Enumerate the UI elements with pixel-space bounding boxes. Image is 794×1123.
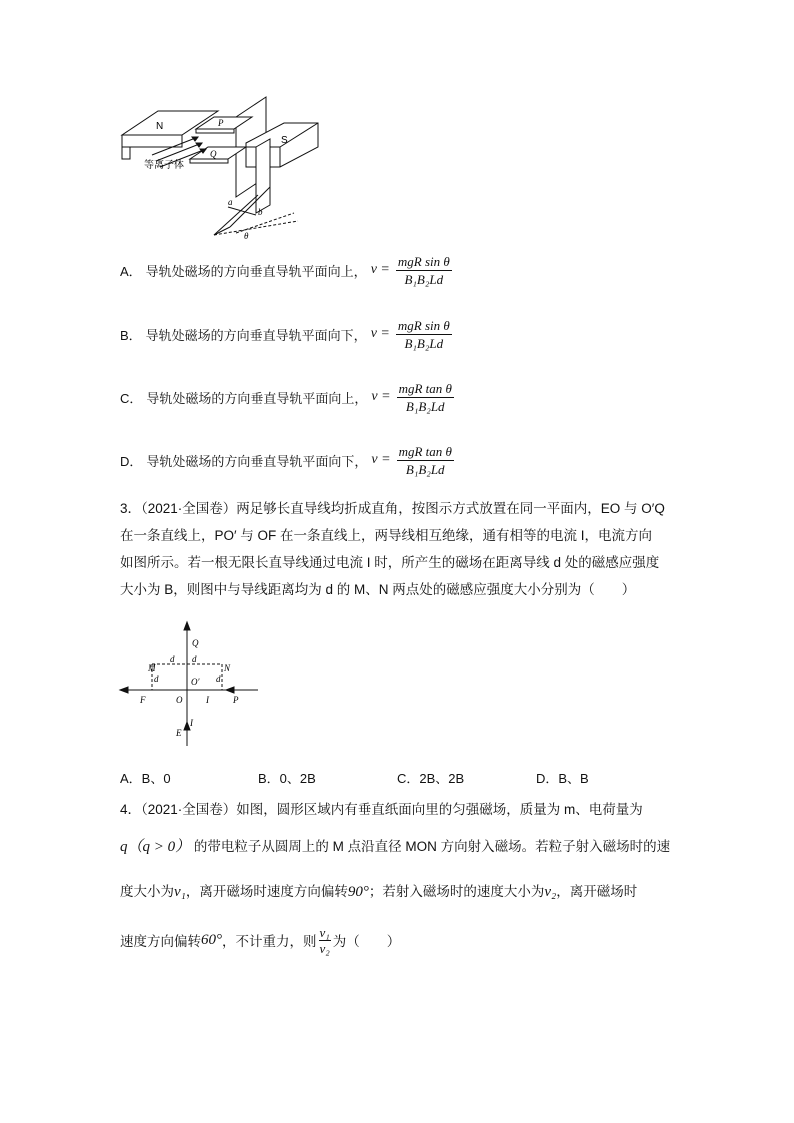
- label-current-i: I: [206, 695, 209, 705]
- option-fraction: $\frac{\text{mgR sin θ}}{\text{B₁B₂Ld}}$: [397, 253, 450, 287]
- wire-diagram: [118, 618, 268, 758]
- question-3-line: 3．（2021·全国卷）两足够长直导线均折成直角，按图示方式放置在同一平面内，EO 与 O′Q: [120, 501, 665, 516]
- label-m: M: [148, 663, 156, 673]
- option-text: 导轨处磁场的方向垂直导轨平面向下，: [145, 327, 367, 343]
- choice-b[interactable]: B．0、2B: [258, 771, 316, 786]
- option-fraction: $\frac{\text{mgR sin θ}}{\text{B₁B₂Ld}}$: [397, 317, 450, 351]
- label-a: a: [228, 197, 233, 207]
- option-b[interactable]: [120, 314, 452, 354]
- question-3-line: 如图所示。若一根无限长直导线通过电流 I 时，所产生的磁场在距离导线 d 处的磁感应强度: [120, 555, 660, 570]
- option-d[interactable]: [120, 440, 454, 480]
- label-p: P: [218, 118, 224, 128]
- option-velocity: v =: [371, 389, 391, 404]
- choice-d[interactable]: D．B、B: [536, 771, 589, 786]
- label-n: N: [224, 663, 231, 673]
- plasma-generator-figure: [118, 95, 328, 245]
- choice-a[interactable]: A．B、0: [120, 771, 171, 786]
- label-d: d: [216, 674, 221, 684]
- option-velocity: v =: [370, 262, 390, 277]
- question-3-line: 在一条直线上，PO′ 与 OF 在一条直线上，两导线相互绝缘，通有相等的电流 I，电流方向: [120, 528, 653, 543]
- choice-c[interactable]: C．2B、2B: [397, 771, 465, 786]
- option-letter: D．: [120, 453, 143, 469]
- label-d: d: [154, 674, 159, 684]
- option-fraction: $\frac{\text{mgR tan θ}}{\text{B₁B₂Ld}}$: [398, 443, 452, 477]
- label-n: N: [156, 121, 164, 132]
- question-4-line: 4．（2021·全国卷）如图，圆形区域内有垂直纸面向里的匀强磁场，质量为 m、电荷量为: [120, 802, 643, 817]
- option-fraction: $\frac{\text{mgR tan θ}}{\text{B₁B₂Ld}}$: [398, 380, 452, 414]
- velocity-ratio: v₁ v₂: [319, 924, 330, 956]
- option-letter: A．: [120, 263, 142, 279]
- label-f: F: [140, 695, 146, 705]
- option-letter: B．: [120, 327, 142, 343]
- question-3-choices: [120, 768, 680, 788]
- option-velocity: v =: [370, 326, 390, 341]
- charge-expression: q（q > 0）: [120, 839, 191, 855]
- question-4-line: q（q > 0） 的带电粒子从圆周上的 M 点沿直径 MON 方向射入磁场。若粒子射入磁场时的速: [120, 839, 671, 855]
- option-c[interactable]: [120, 377, 454, 417]
- question-4-line: 度大小为v₁，离开磁场时速度方向偏转90°；若射入磁场时的速度大小为v₂，离开磁场时: [120, 884, 638, 900]
- label-p: P: [233, 695, 239, 705]
- label-theta: θ: [244, 231, 249, 241]
- option-a[interactable]: [120, 250, 452, 290]
- label-e: E: [176, 728, 182, 738]
- label-plasma: 等离子体: [144, 160, 184, 171]
- label-d: d: [192, 654, 197, 664]
- option-velocity: v =: [371, 452, 391, 467]
- label-o-prime: O′: [191, 677, 200, 687]
- question-3-line: 大小为 B，则图中与导线距离均为 d 的 M、N 两点处的磁感应强度大小分别为（ ）: [120, 582, 636, 597]
- label-q: Q: [192, 638, 199, 648]
- question-4-line: 速度方向偏转 60° ，不计重力，则 v₁ v₂ 为（ ）: [120, 924, 401, 956]
- label-o: O: [176, 695, 183, 705]
- label-b: b: [258, 207, 263, 217]
- option-text: 导轨处磁场的方向垂直导轨平面向上，: [146, 390, 368, 406]
- option-letter: C．: [120, 390, 143, 406]
- option-text: 导轨处磁场的方向垂直导轨平面向下，: [146, 453, 368, 469]
- label-s: S: [281, 135, 288, 146]
- option-text: 导轨处磁场的方向垂直导轨平面向上，: [145, 263, 367, 279]
- question-3: [120, 495, 680, 603]
- label-d: d: [170, 654, 175, 664]
- label-q: Q: [210, 149, 217, 159]
- label-current-i: I: [190, 718, 193, 728]
